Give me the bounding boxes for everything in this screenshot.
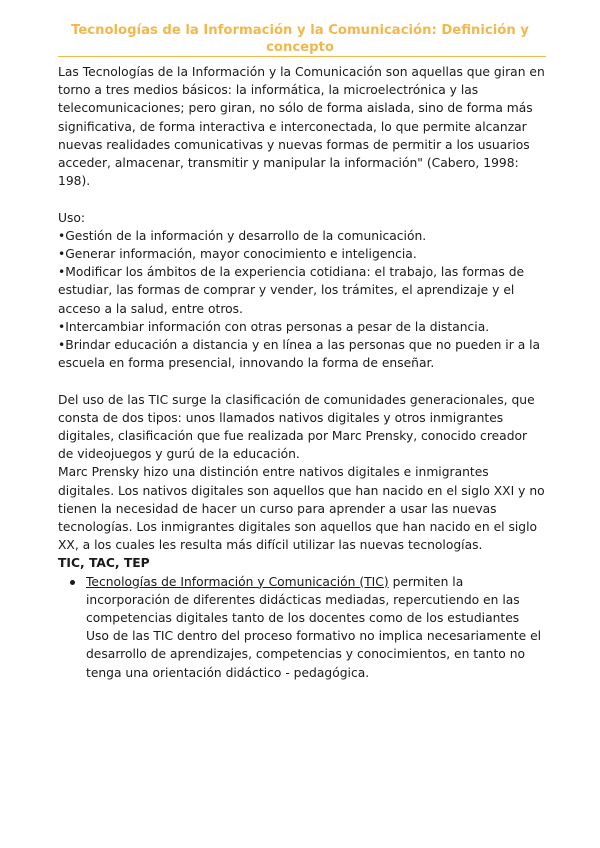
generations-paragraph: Del uso de las TIC surge la clasificación de comunidades generacionales, que consta de dos tipos: unos llamados nativos digitales y otros inmigrantes digitales, clasificación que fue realizada por Marc Prensky, conocido creador de videojuegos y gurú de la educación. xyxy=(58,392,535,462)
page-title: Tecnologías de la Información y la Comunicación: Definición y concepto xyxy=(71,23,529,55)
title-divider xyxy=(58,56,546,57)
tic-list xyxy=(58,573,546,682)
prensky-paragraph: Marc Prensky hizo una distinción entre nativos digitales e inmigrantes digitales. Los nativos digitales son aquellos que han nacido en el siglo XXI y no tienen la necesidad de hacer un curso para aprender a usar las nuevas tecnologías. Los inmigrantes digitales son aquellos que han nacido en el siglo XX, a los cuales les resulta más difícil utilizar las nuevas tecnologías. xyxy=(58,465,545,553)
uso-list-item: •Brindar educación a distancia y en línea a las personas que no pueden ir a la escuela en forma presencial, innovando la forma de enseñar. xyxy=(58,338,541,371)
document-body xyxy=(58,63,546,682)
uso-list-item: •Modificar los ámbitos de la experiencia cotidiana: el trabajo, las formas de estudiar, las formas de comprar y vender, los trámites, el aprendizaje y el acceso a la salud, entre otros. xyxy=(58,265,525,316)
definition-paragraph: Las Tecnologías de la Información y la Comunicación son aquellas que giran en torno a tres medios básicos: la informática, la microelectrónica y las telecomunicaciones; pero giran, no sólo de forma aislada, sino de forma más significativa, de forma interactiva e interconectada, lo que permite alcanzar nuevas realidades comunicativas y nuevas formas de permitir a los usuarios acceder, almacenar, transmitir y manipular la información" (Cabero, 1998: 198). xyxy=(58,65,545,189)
uso-list xyxy=(58,227,546,373)
uso-heading: Uso: xyxy=(58,210,86,225)
bullet-icon xyxy=(70,580,75,585)
spacer xyxy=(58,372,546,390)
tic-heading: TIC, TAC, TEP xyxy=(58,556,150,571)
uso-list-item: •Gestión de la información y desarrollo de la comunicación. xyxy=(58,228,427,243)
tic-term-link[interactable]: Tecnologías de Información y Comunicación (TIC) xyxy=(86,574,389,589)
uso-list-item: •Intercambiar información con otras personas a pesar de la distancia. xyxy=(58,319,490,334)
uso-list-item: •Generar información, mayor conocimiento e inteligencia. xyxy=(58,247,417,262)
spacer xyxy=(58,190,546,208)
tic-list-item xyxy=(86,573,546,682)
tic-item-text: permiten la incorporación de diferentes didácticas mediadas, repercutiendo en las competencias digitales tanto de los docentes como de los estudiantes Uso de las TIC dentro del proceso formativo no implica necesariamente el desarrollo de aprendizajes, competencias y conocimientos, en tanto no tenga una orientación didáctico - pedagógica. xyxy=(86,574,542,680)
